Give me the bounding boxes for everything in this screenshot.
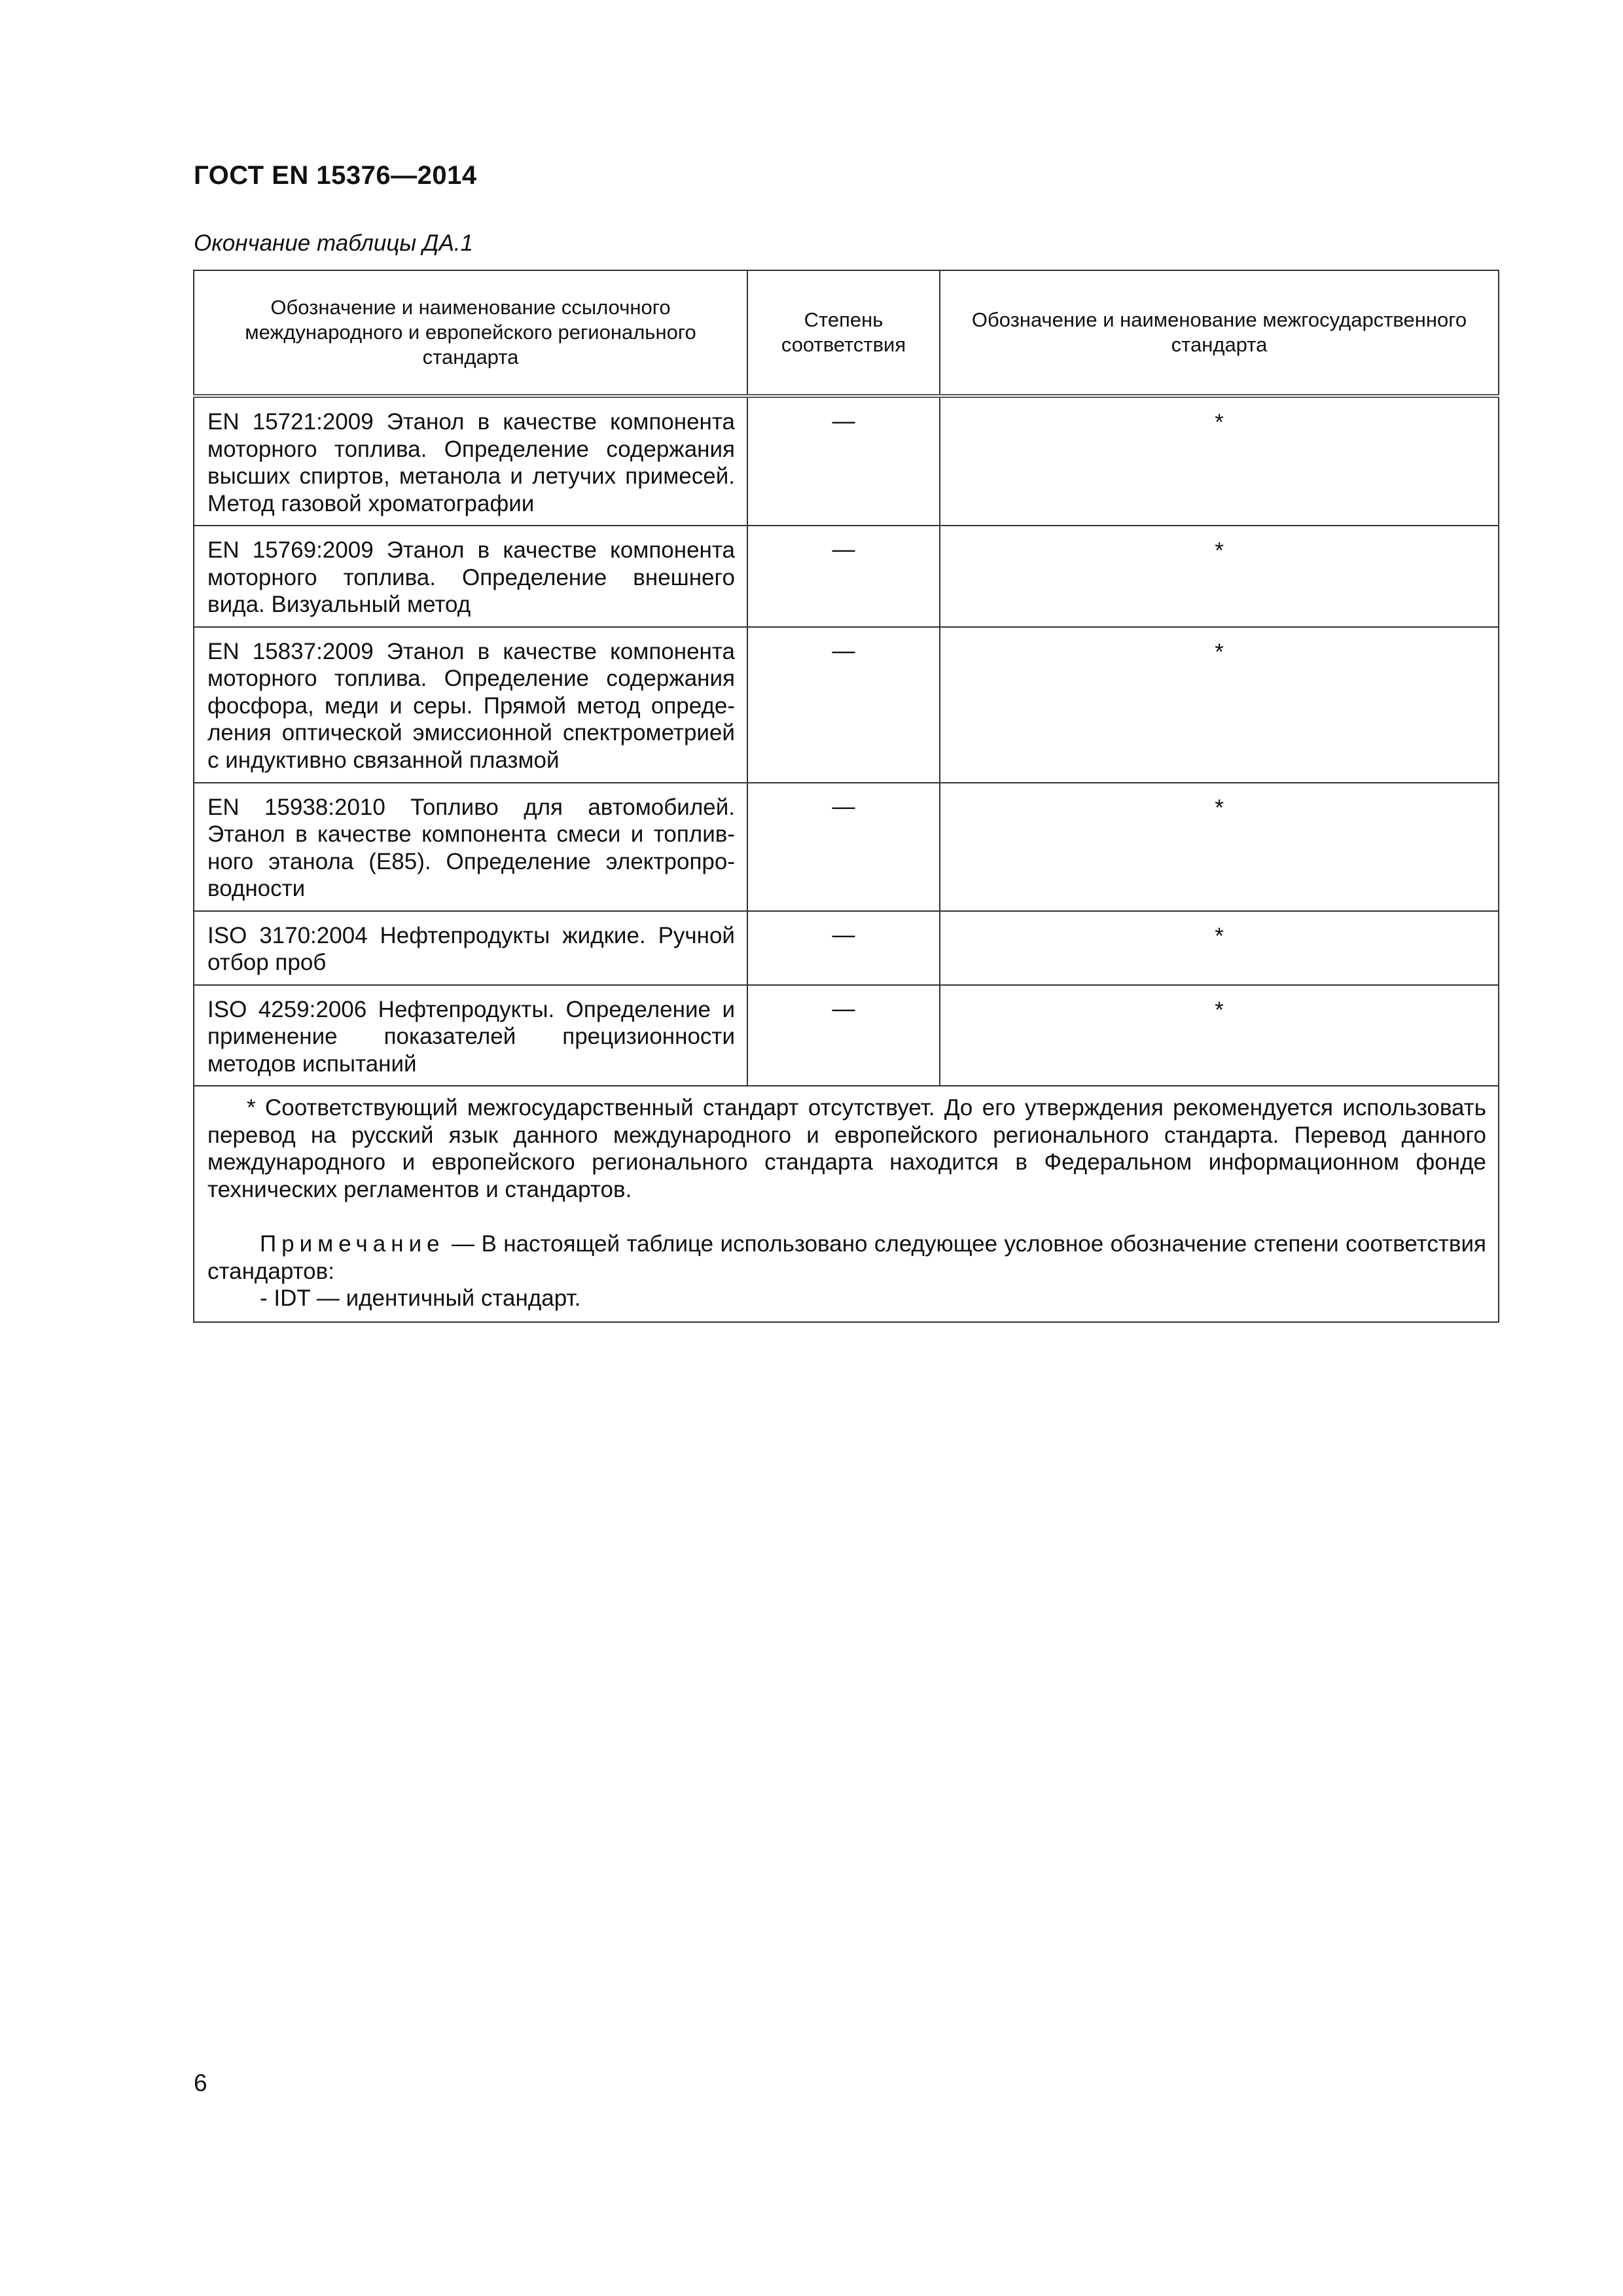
table-row: [194, 911, 1499, 985]
table-row: [194, 396, 1499, 526]
interstate-cell: *: [940, 396, 1499, 526]
interstate-cell: *: [940, 627, 1499, 783]
reference-table: [193, 270, 1499, 1323]
footnote-row: [194, 1086, 1499, 1322]
table-header-row: [194, 270, 1499, 396]
note-text: [207, 1230, 1486, 1285]
table-row: [194, 783, 1499, 911]
degree-cell: —: [747, 783, 940, 911]
degree-cell: —: [747, 526, 940, 627]
table-caption: Окончание таблицы ДА.1: [194, 230, 473, 256]
document-code: ГОСТ EN 15376—2014: [194, 161, 477, 190]
column-header-reference: Обозначение и наименование ссылочного международного и европейского регионального стандарта: [194, 270, 747, 396]
degree-cell: —: [747, 985, 940, 1086]
column-header-degree: Степень соответствия: [747, 270, 940, 396]
note-item: - IDT — идентичный стандарт.: [260, 1285, 581, 1311]
footnote-cell: [194, 1086, 1499, 1322]
degree-cell: —: [747, 396, 940, 526]
reference-cell: EN 15721:2009 Этанол в качестве компонента моторного топлива. Определение содержания высших спиртов, метанола и летучих примесей. Метод газовой хроматографии: [194, 396, 747, 526]
table-row: [194, 627, 1499, 783]
interstate-cell: *: [940, 526, 1499, 627]
reference-cell: EN 15938:2010 Топливо для автомобилей. Этанол в качестве компонента смеси и топливного этанола (E85). Определение электропроводности: [194, 783, 747, 911]
interstate-cell: *: [940, 985, 1499, 1086]
note-label: Примечание: [260, 1231, 445, 1257]
degree-cell: —: [747, 911, 940, 985]
page-number: 6: [194, 2070, 207, 2096]
reference-cell: ISO 4259:2006 Нефтепродукты. Определение и применение показателей прецизионности методов испытаний: [194, 985, 747, 1086]
note-body: — В настоящей таблице использовано следующее условное обозначение степени соответствия стандартов:: [207, 1231, 1486, 1284]
table-row: [194, 985, 1499, 1086]
reference-cell: ISO 3170:2004 Нефтепродукты жидкие. Ручной отбор проб: [194, 911, 747, 985]
reference-cell: EN 15837:2009 Этанол в качестве компонента моторного топлива. Определение содержания фосфора, меди и серы. Прямой метод определения оптической эмиссионной спектрометрией с индуктивно связанной плазмой: [194, 627, 747, 783]
footnote-text: * Соответствующий межгосударственный стандарт отсутствует. До его утверждения рекомендуется использовать перевод на русский язык данного международного и европейского регионального стандарта. Перевод данного международного и европейского регионального стандарта находится в Федеральном информационном фонде технических регламентов и стандартов.: [207, 1095, 1486, 1202]
interstate-cell: *: [940, 911, 1499, 985]
interstate-cell: *: [940, 783, 1499, 911]
column-header-interstate: Обозначение и наименование межгосударственного стандарта: [940, 270, 1499, 396]
table-row: [194, 526, 1499, 627]
degree-cell: —: [747, 627, 940, 783]
reference-cell: EN 15769:2009 Этанол в качестве компонента моторного топлива. Определение внешнего вида. Визуальный метод: [194, 526, 747, 627]
